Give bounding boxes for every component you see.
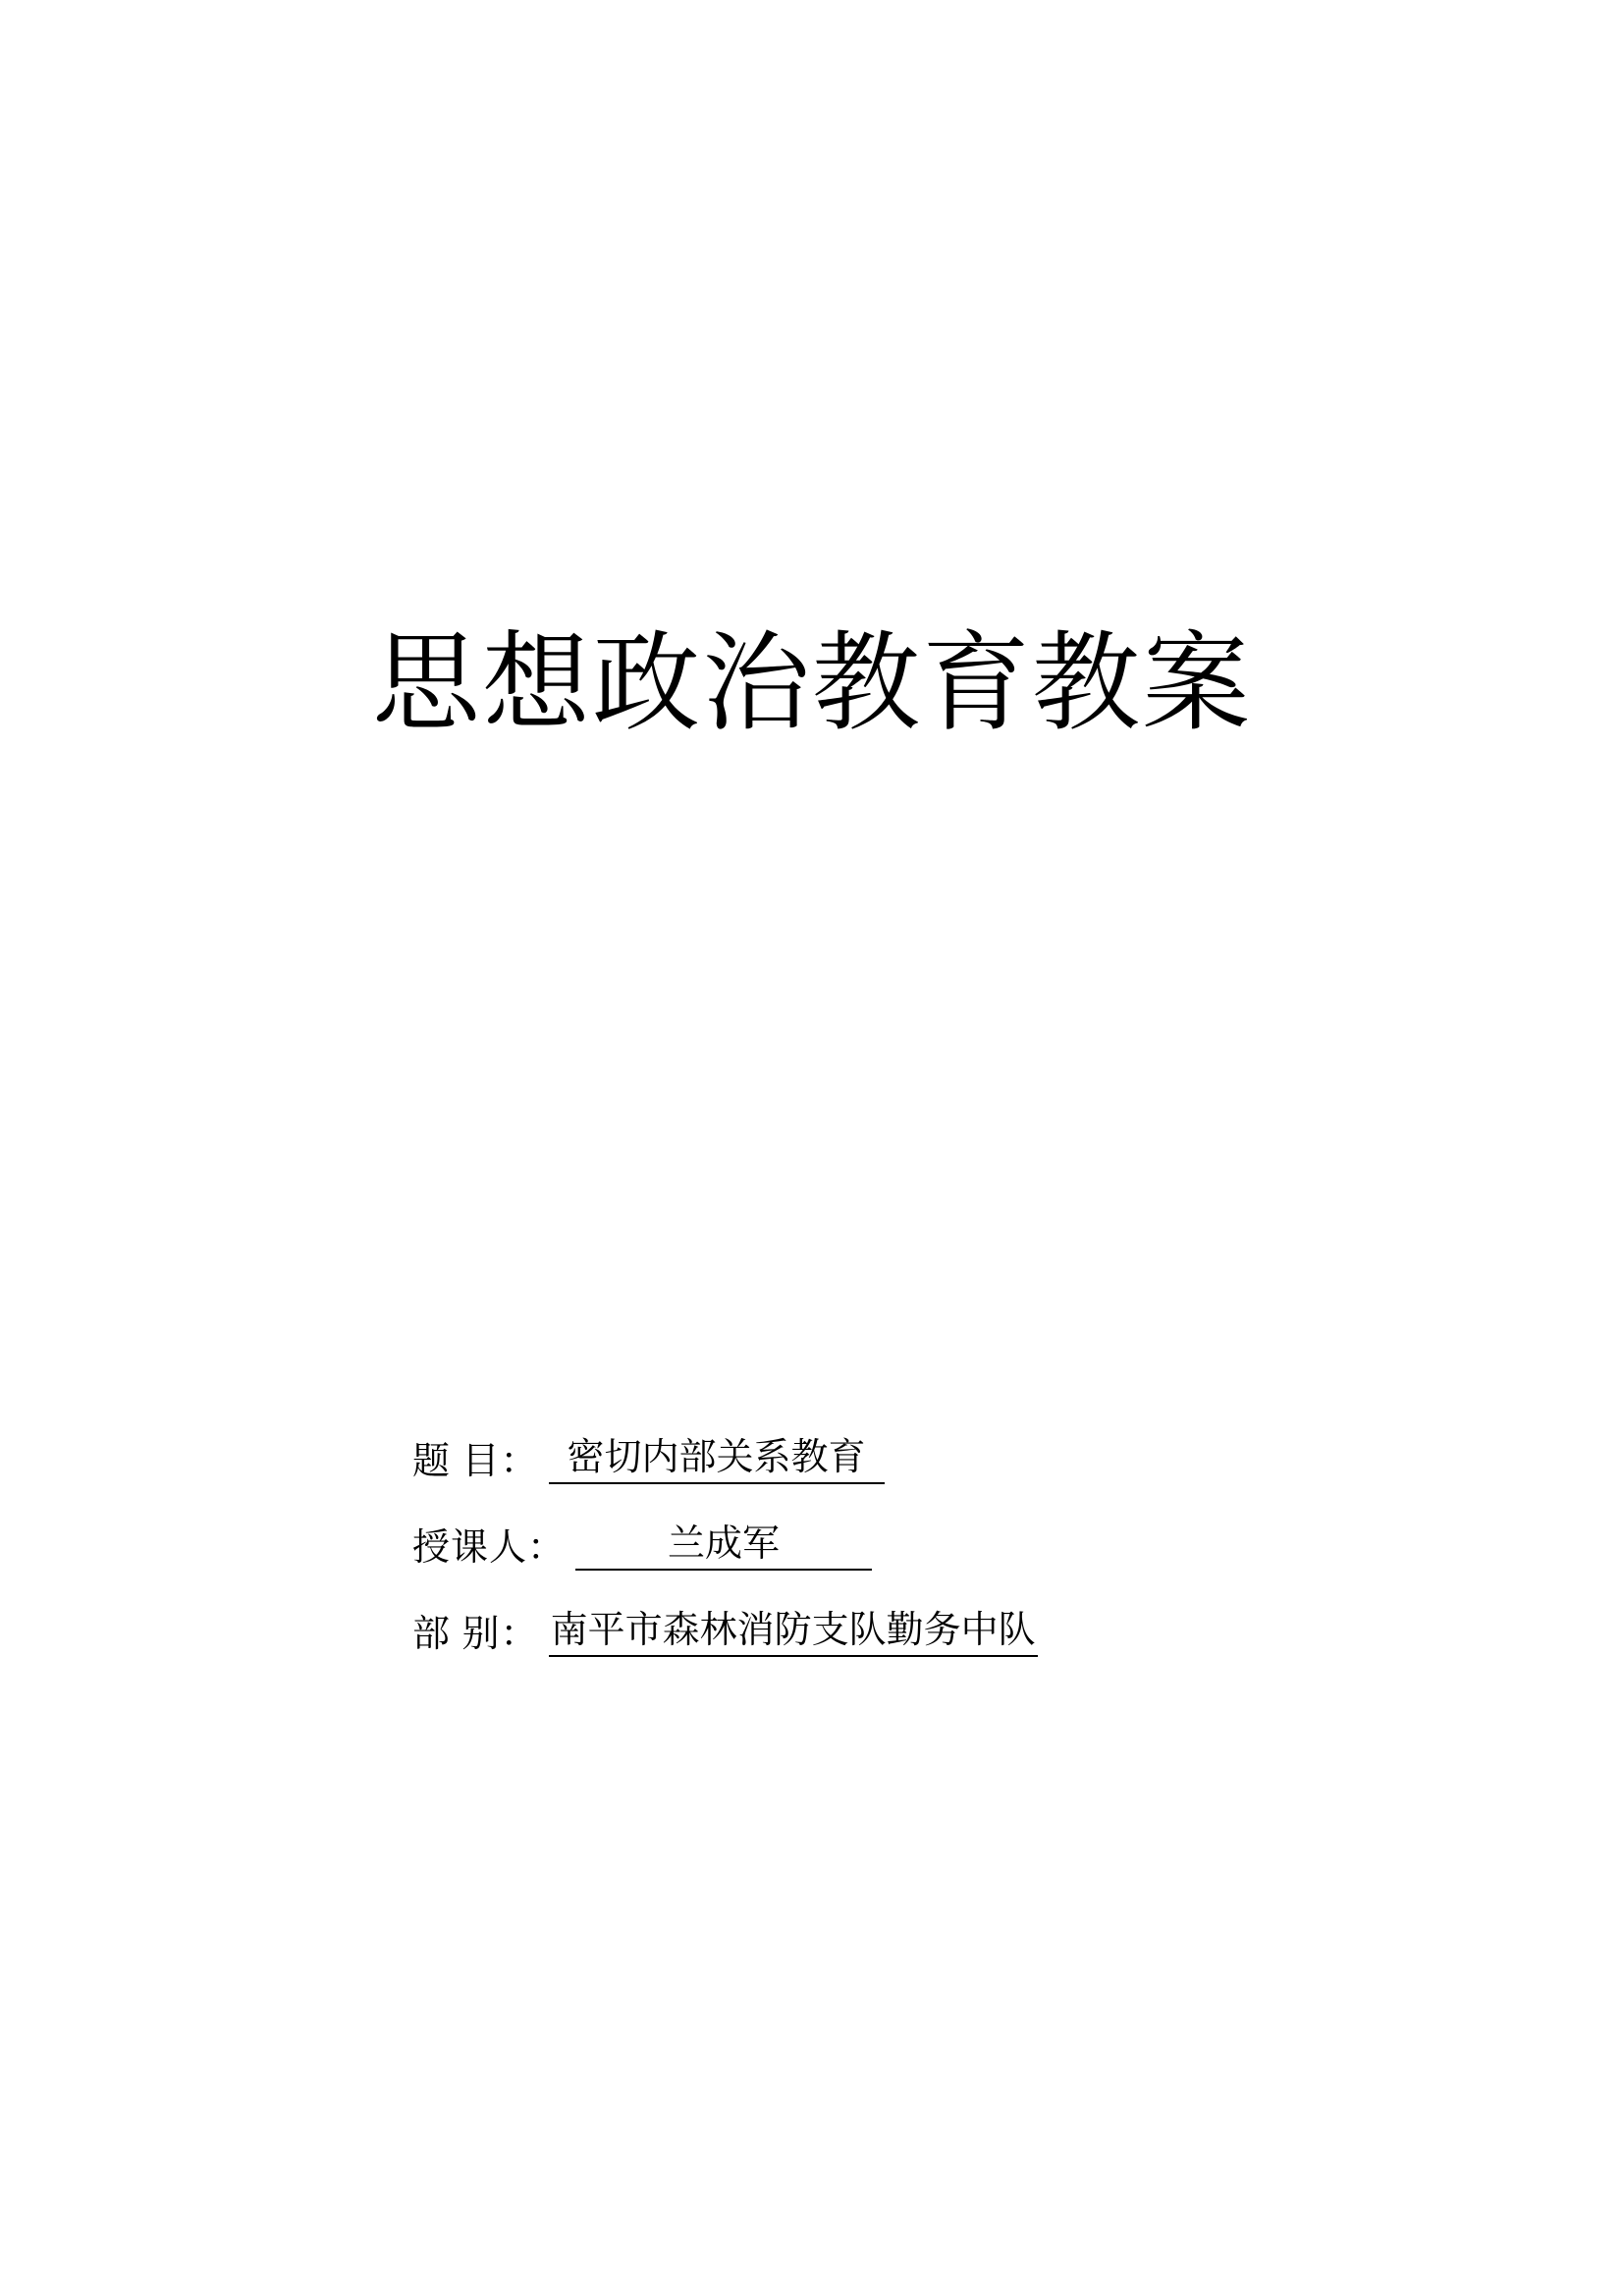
topic-value: 密切内部关系教育 — [549, 1439, 885, 1484]
meta-row-teacher — [412, 1510, 1296, 1571]
topic-label: 题 目： — [412, 1441, 539, 1482]
meta-row-unit — [412, 1596, 1296, 1657]
document-meta-fields — [412, 1423, 1296, 1682]
unit-label: 部 别： — [412, 1614, 539, 1655]
page-title: 思想政治教育教案 — [372, 622, 1252, 744]
teacher-value: 兰成军 — [575, 1525, 872, 1571]
unit-value: 南平市森林消防支队勤务中队 — [549, 1612, 1038, 1657]
meta-row-topic — [412, 1423, 1296, 1484]
teacher-label: 授课人： — [412, 1527, 567, 1569]
